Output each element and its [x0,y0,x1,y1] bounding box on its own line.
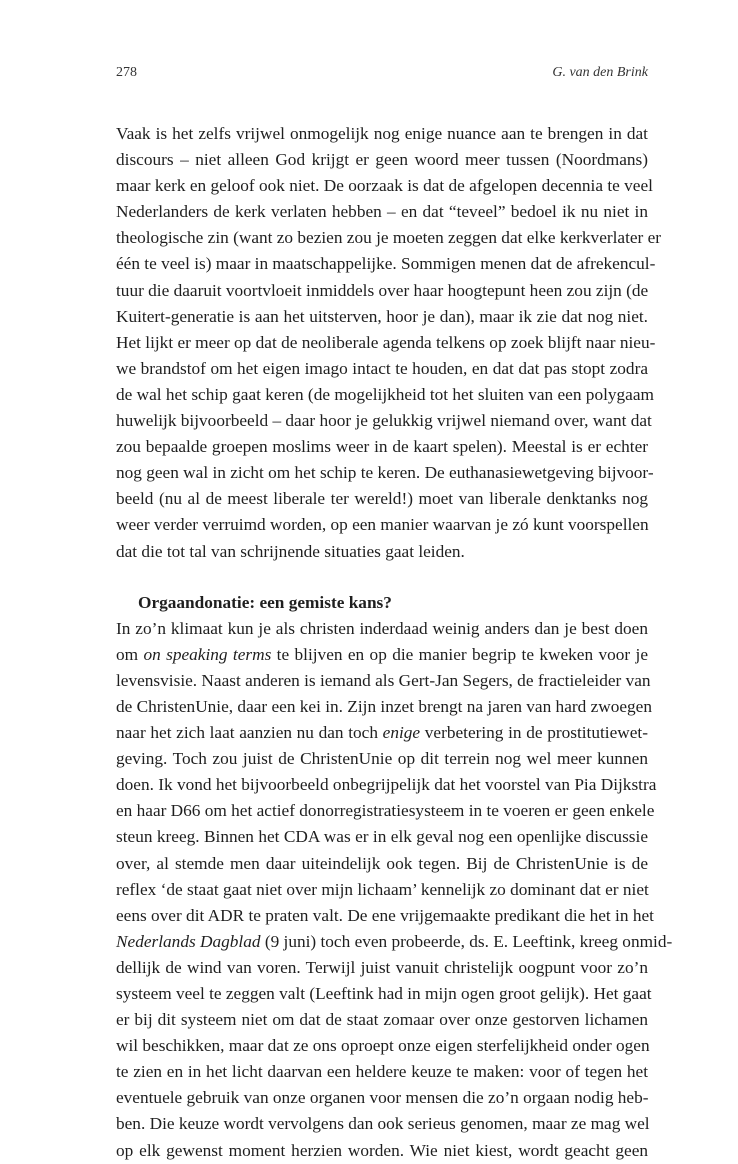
text-line: Het lijkt er meer op dat de neoliberale agenda telkens op zoek blijft naar nieu- [116,332,656,352]
text-line: tuur die daaruit voortvloeit inmiddels over haar hoogtepunt heen zou zijn (de [116,280,649,300]
text-line: Nederlanders de kerk verlaten hebben – en dat “teveel” bedoel ik nu niet in [116,202,648,222]
text-line: eens over dit ADR te praten valt. De ene vrijgemaakte predikant die het in het [116,905,654,925]
italic-word: enige [382,723,421,743]
text-line: geving. Toch zou juist de ChristenUnie op dit terrein nog wel meer kunnen [116,749,648,769]
paragraph-1 [116,121,662,565]
text-segment: om [116,644,144,664]
text-line: één te veel is) maar in maatschappelijke. Sommigen menen dat de afrekencul- [116,254,656,274]
text-line [116,929,673,955]
text-line: de wal het schip gaat keren (de mogelijkheid tot het sluiten van een polygaam [116,384,654,404]
text-line: maar kerk en geloof ook niet. De oorzaak is dat de afgelopen decennia te veel [116,176,653,196]
page-number: 278 [116,65,137,80]
text-line: de ChristenUnie, daar een kei in. Zijn inzet brengt na jaren van hard zwoegen [116,696,652,716]
text-line: wil beschikken, maar dat ze ons oproept onze eigen sterfelijkheid onder ogen [116,1036,650,1056]
text-line: Kuitert-generatie is aan het uitsterven, hoor je dan), maar ik zie dat nog niet. [116,306,648,326]
text-line: nog geen wal in zicht om het schip te keren. De euthanasiewetgeving bijvoor- [116,463,654,483]
text-line: reflex ‘de staat gaat niet over mijn lichaam’ kennelijk zo dominant dat er niet [116,879,649,899]
text-line: zou bepaalde groepen moslims weer in de kaart spelen). Meestal is er echter [116,437,648,457]
text-line: en haar D66 om het actief donorregistratiesysteem in te voeren er geen enkele [116,801,655,821]
text-line: levensvisie. Naast anderen is iemand als Gert-Jan Segers, de fractieleider van [116,670,651,690]
text-line: dat die tot tal van schrijnende situaties gaat leiden. [116,541,465,561]
text-line: er bij dit systeem niet om dat de staat zomaar over onze gestorven lichamen [116,1010,648,1030]
text-line: doen. Ik vond het bijvoorbeeld onbegrijpelijk dat het voorstel van Pia Dijkstra [116,775,657,795]
text-line: dellijk de wind van voren. Terwijl juist vanuit christelijk oogpunt voor zo’n [116,957,648,977]
text-line [116,642,648,668]
newspaper-title: Nederlands Dagblad [116,931,261,951]
text-line: Vaak is het zelfs vrijwel onmogelijk nog enige nuance aan te brengen in dat [116,124,648,143]
running-head-author: G. van den Brink [552,65,648,80]
text-line [116,720,648,746]
italic-phrase: on speaking terms [143,644,272,664]
text-segment: verbetering in de prostitutiewet- [420,723,648,743]
text-line: systeem veel te zeggen valt (Leeftink had in mijn ogen groot gelijk). Het gaat [116,984,652,1003]
paragraph-2 [116,616,673,1164]
paragraph-spacer [116,565,648,590]
text-line: huwelijk bijvoorbeeld – daar hoor je gelukkig vrijwel niemand over, want dat [116,411,652,431]
text-line: discours – niet alleen God krijgt er geen woord meer tussen (Noordmans) [116,150,648,170]
running-head [116,64,648,82]
text-line: weer verder verruimd worden, op een manier waarvan je zó kunt voorspellen [116,515,649,535]
text-line: over, al stemde men daar uiteindelijk ook tegen. Bij de ChristenUnie is de [116,853,648,873]
text-line: we brandstof om het eigen imago intact te houden, en dat dat pas stopt zodra [116,358,648,378]
section-heading: Orgaandonatie: een gemiste kans? [138,592,392,612]
text-line: te zien en in het licht daarvan een heldere keuze te maken: voor of tegen het [116,1062,648,1082]
text-line: steun kreeg. Binnen het CDA was er in elk geval nog een openlijke discussie [116,827,648,847]
text-line: beeld (nu al de meest liberale ter wereld!) moet van liberale denktanks nog [116,489,648,509]
text-line: eventuele gebruik van onze organen voor mensen die zo’n orgaan nodig heb- [116,1088,649,1108]
text-line: op elk gewenst moment herzien worden. Wie niet kiest, wordt geacht geen [116,1140,648,1160]
text-segment: (9 juni) toch even probeerde, ds. E. Leeftink, kreeg onmid- [260,931,673,951]
text-line: In zo’n klimaat kun je als christen inderdaad weinig anders dan je best doen [116,618,648,638]
text-segment: naar het zich laat aanzien nu dan toch [116,723,383,743]
text-segment: te blijven en op die manier begrip te kweken voor je [271,644,649,664]
body-text [116,121,673,1164]
text-line: theologische zin (want zo bezien zou je moeten zeggen dat elke kerkverlater er [116,228,662,248]
text-line: ben. Die keuze wordt vervolgens dan ook serieus genomen, maar ze mag wel [116,1114,650,1134]
